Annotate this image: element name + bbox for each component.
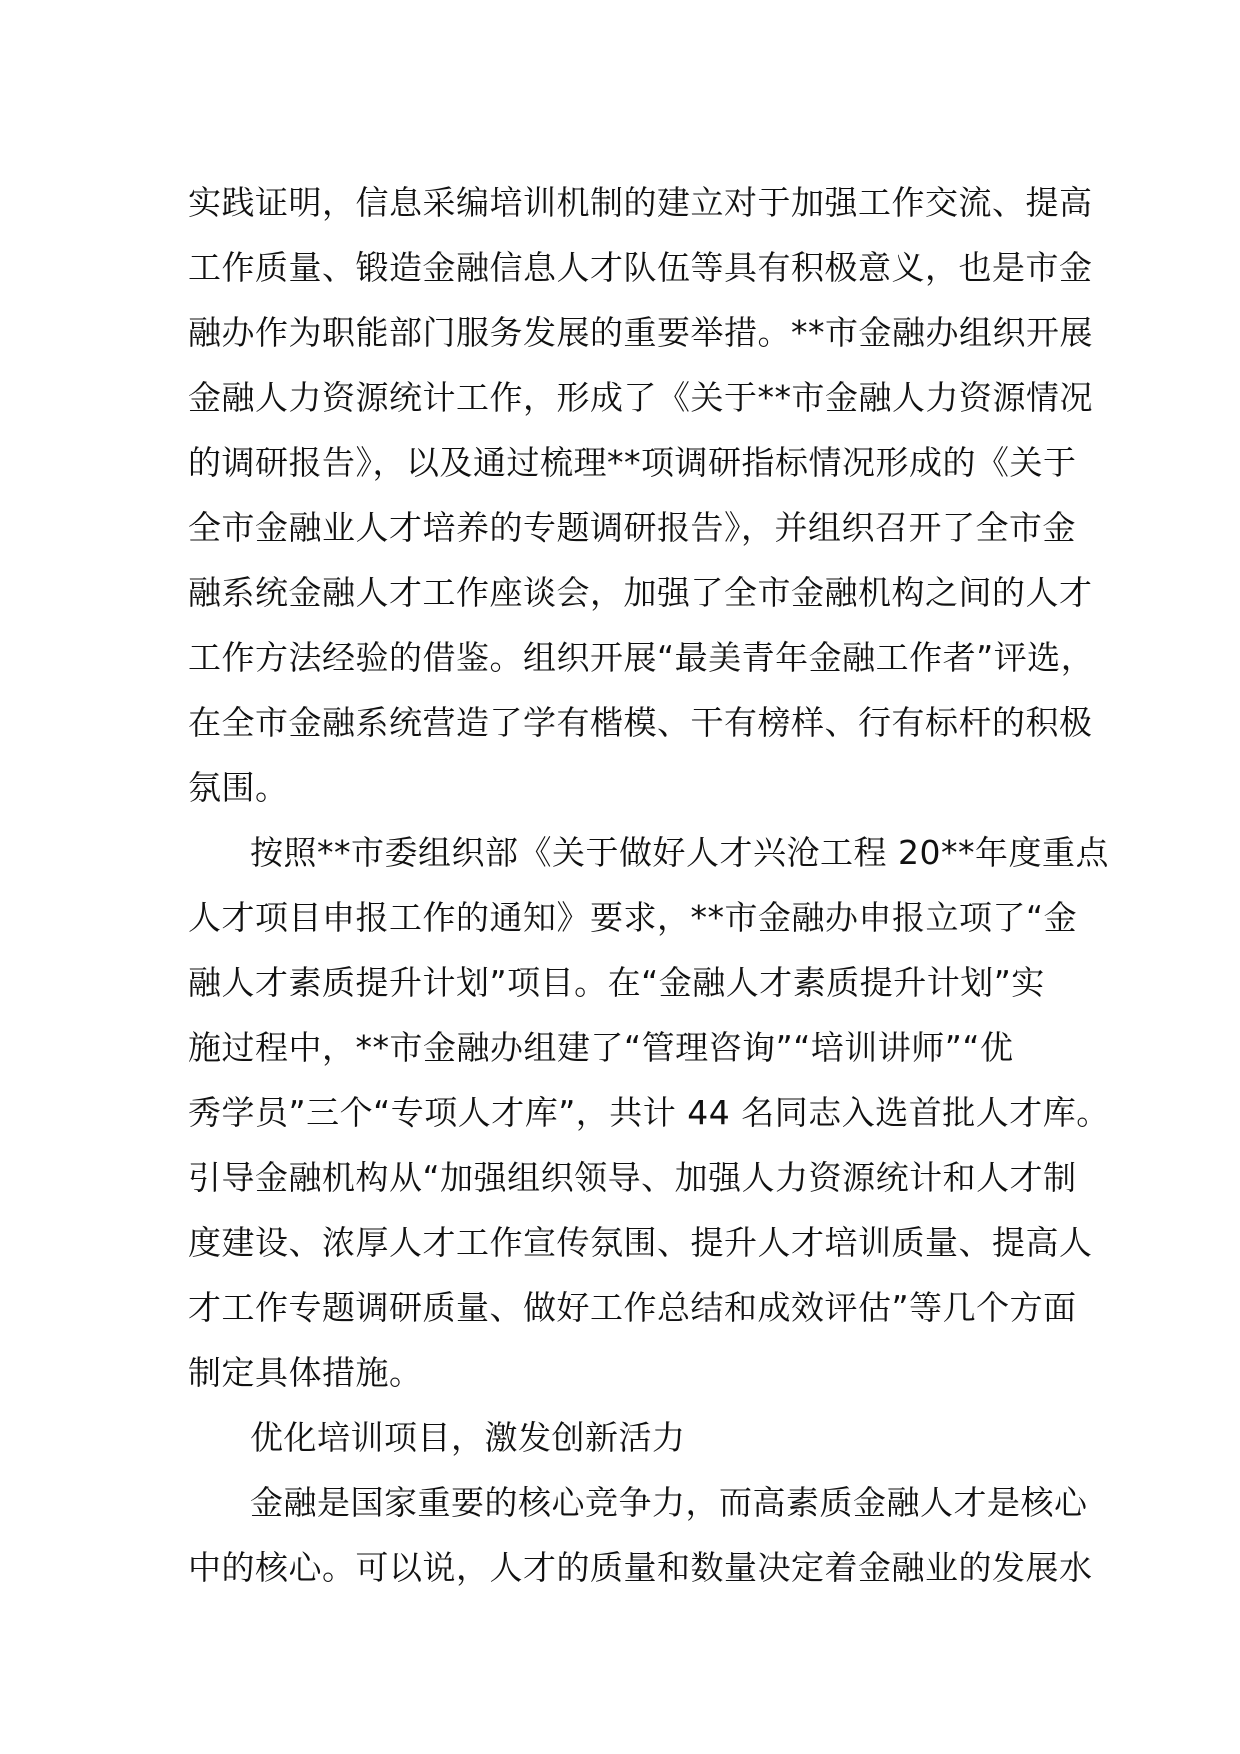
text-line: 融系统金融人才工作座谈会，加强了全市金融机构之间的人才 <box>188 573 1093 612</box>
text-line: 才工作专题调研质量、做好工作总结和成效评估”等几个方面 <box>188 1288 1077 1327</box>
text-line: 氛围。 <box>188 768 289 807</box>
text-line: 的调研报告》，以及通过梳理**项调研指标情况形成的《关于 <box>188 443 1077 482</box>
paragraph-talent-project <box>188 820 1110 1405</box>
text-line: 度建设、浓厚人才工作宣传氛围、提升人才培训质量、提高人 <box>188 1223 1093 1262</box>
text-line: 引导金融机构从“加强组织领导、加强人力资源统计和人才制 <box>188 1158 1077 1197</box>
heading-line: 优化培训项目，激发创新活力 <box>250 1418 686 1457</box>
text-line: 施过程中，**市金融办组建了“管理咨询”“培训讲师”“优 <box>188 1028 1014 1067</box>
text-line: 制定具体措施。 <box>188 1353 423 1392</box>
document-body <box>188 170 1110 1600</box>
text-line: 金融是国家重要的核心竞争力，而高素质金融人才是核心 <box>250 1483 1088 1522</box>
paragraph-finance-core <box>188 1470 1093 1600</box>
text-line: 工作方法经验的借鉴。组织开展“最美青年金融工作者”评选， <box>188 638 1095 677</box>
text-line: 融办作为职能部门服务发展的重要举措。**市金融办组织开展 <box>188 313 1093 352</box>
text-line: 按照**市委组织部《关于做好人才兴沧工程 20**年度重点 <box>250 833 1109 872</box>
text-line: 全市金融业人才培养的专题调研报告》，并组织召开了全市金 <box>188 508 1076 547</box>
text-line: 秀学员”三个“专项人才库”，共计 44 名同志入选首批人才库。 <box>188 1093 1110 1132</box>
text-line: 实践证明，信息采编培训机制的建立对于加强工作交流、提高 <box>188 183 1093 222</box>
text-line: 在全市金融系统营造了学有楷模、干有榜样、行有标杆的积极 <box>188 703 1093 742</box>
text-line: 中的核心。可以说，人才的质量和数量决定着金融业的发展水 <box>188 1548 1093 1587</box>
text-line: 人才项目申报工作的通知》要求，**市金融办申报立项了“金 <box>188 898 1078 937</box>
text-line: 融人才素质提升计划”项目。在“金融人才素质提升计划”实 <box>188 963 1045 1002</box>
text-line: 工作质量、锻造金融信息人才队伍等具有积极意义，也是市金 <box>188 248 1093 287</box>
text-line: 金融人力资源统计工作，形成了《关于**市金融人力资源情况 <box>188 378 1093 417</box>
section-heading-training <box>188 1405 1068 1470</box>
paragraph-practice-proof <box>188 170 1095 820</box>
